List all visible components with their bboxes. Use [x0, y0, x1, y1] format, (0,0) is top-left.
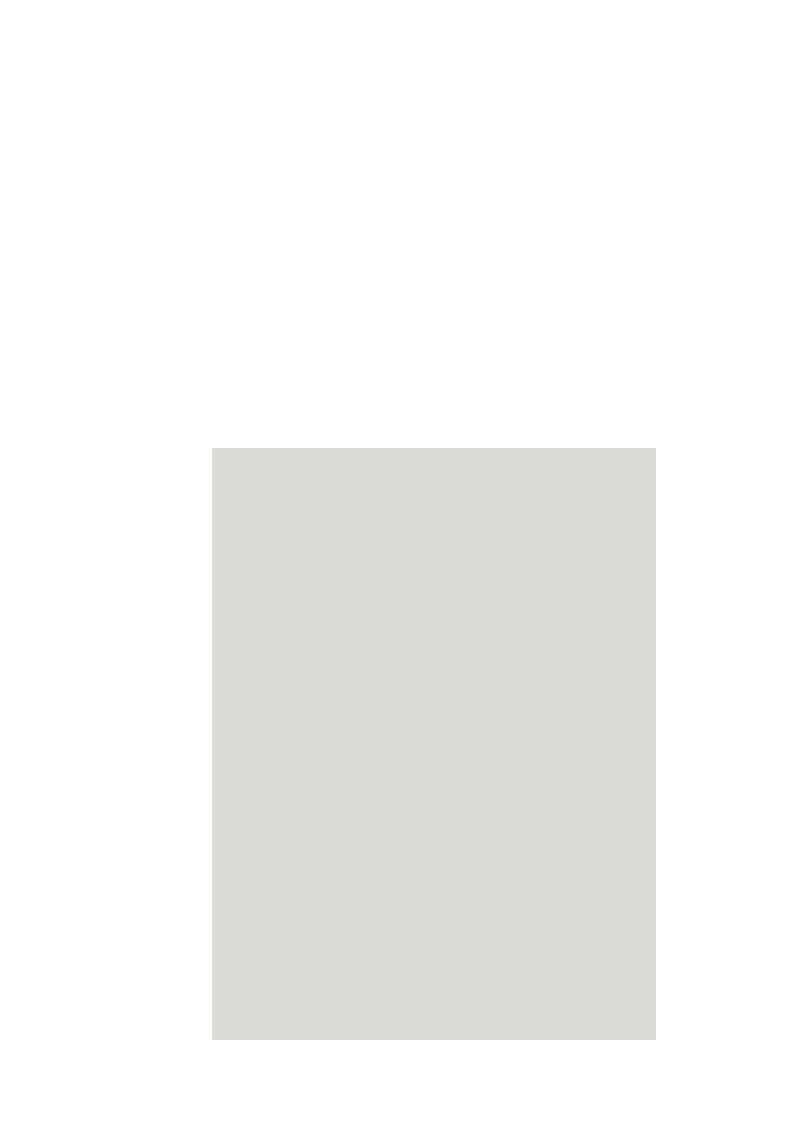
road-signs-poster — [212, 448, 656, 1040]
road-signs-poster-image — [212, 448, 656, 1040]
